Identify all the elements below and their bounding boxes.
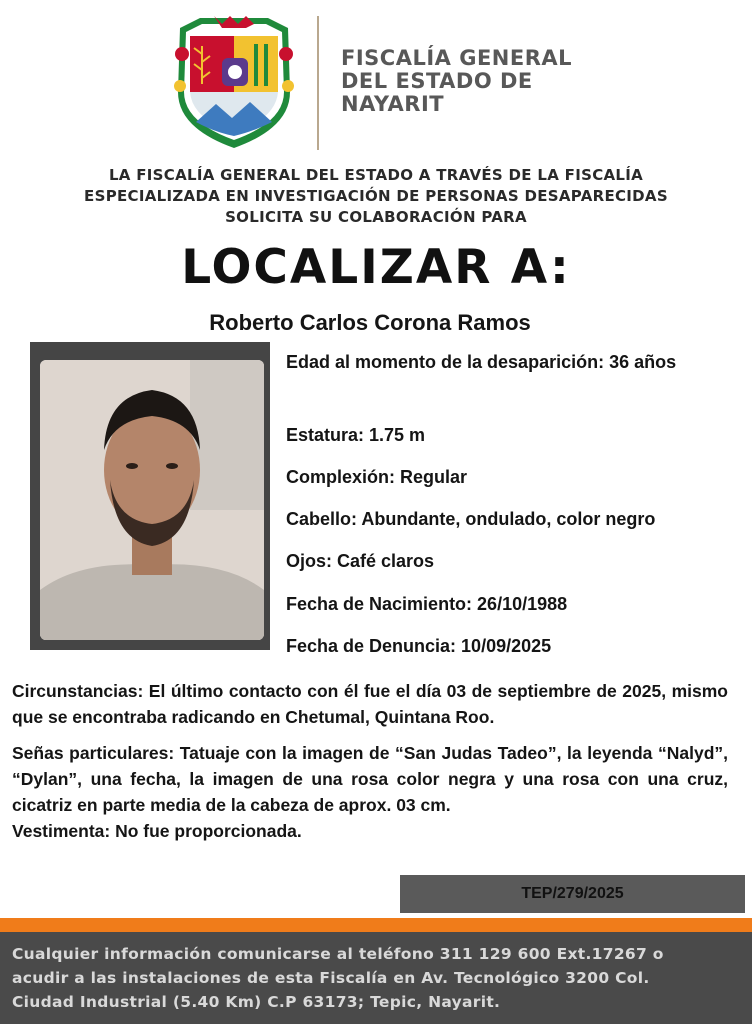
org-title-line: DEL ESTADO DE — [341, 69, 533, 93]
fact-eyes: Ojos: Café claros — [286, 551, 435, 571]
fact-report-date: Fecha de Denuncia: 10/09/2025 — [286, 636, 552, 656]
footer-line: Cualquier información comunicarse al teléfono 311 129 600 Ext.17267 o — [12, 945, 664, 963]
organization-title — [341, 47, 572, 116]
fact-hair: Cabello: Abundante, ondulado, color negro — [286, 509, 656, 529]
org-title-line: FISCALÍA GENERAL — [341, 46, 573, 70]
distinguishing-marks-text: Señas particulares: Tatuaje con la imagen de “San Judas Tadeo”, la leyenda “Nalyd”, “Dylan”, una fecha, la imagen de una rosa color negra y una rosa con una cruz, cicatriz en parte media de la cabeza de aprox. 03 cm. — [12, 743, 728, 815]
headline: LOCALIZAR A: — [181, 240, 571, 295]
intro-line: SOLICITA SU COLABORACIÓN PARA — [225, 208, 527, 226]
intro-text — [0, 165, 752, 228]
org-title-line: NAYARIT — [341, 92, 445, 116]
fact-birth-date: Fecha de Nacimiento: 26/10/1988 — [286, 594, 568, 614]
case-number-box — [400, 875, 745, 913]
contact-info — [12, 942, 740, 1014]
footer — [0, 932, 752, 1024]
case-number: TEP/279/2025 — [521, 885, 624, 902]
intro-line: ESPECIALIZADA EN INVESTIGACIÓN DE PERSONAS DESAPARECIDAS — [84, 187, 668, 205]
clothing-text: Vestimenta: No fue proporcionada. — [12, 821, 302, 841]
footer-line: acudir a las instalaciones de esta Fiscalía en Av. Tecnológico 3200 Col. — [12, 969, 650, 987]
coat-of-arms-logo — [172, 14, 296, 152]
footer-line: Ciudad Industrial (5.40 Km) C.P 63173; Tepic, Nayarit. — [12, 993, 501, 1011]
intro-line: LA FISCALÍA GENERAL DEL ESTADO A TRAVÉS DE LA FISCALÍA — [108, 166, 644, 184]
fact-height: Estatura: 1.75 m — [286, 425, 426, 445]
person-photo — [40, 360, 264, 640]
accent-bar — [0, 918, 752, 932]
fact-build: Complexión: Regular — [286, 467, 468, 487]
header-divider — [317, 16, 319, 150]
fact-age: Edad al momento de la desaparición: 36 años — [286, 352, 677, 372]
header — [0, 0, 752, 160]
circumstances-text: Circunstancias: El último contacto con él fue el día 03 de septiembre de 2025, mismo que se encontraba radicando en Chetumal, Quintana Roo. — [12, 681, 728, 727]
person-name: Roberto Carlos Corona Ramos — [209, 310, 531, 335]
